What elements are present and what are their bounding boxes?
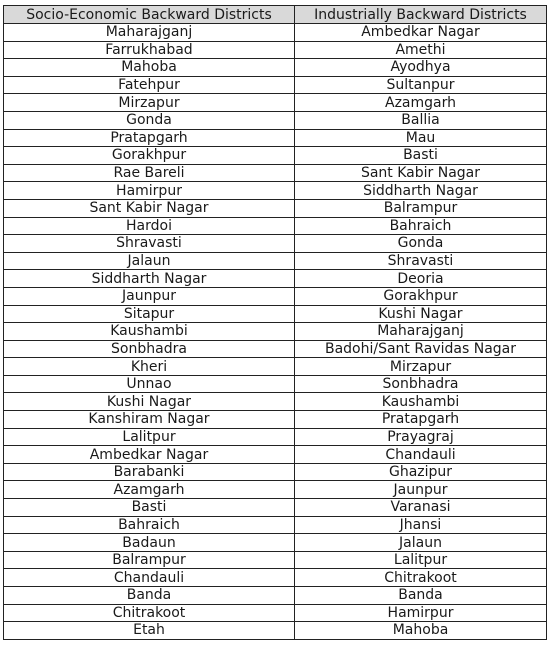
table-row	[4, 446, 547, 464]
cell-industrially: Hamirpur	[295, 604, 547, 622]
cell-socio-economic: Kheri	[4, 358, 295, 376]
cell-industrially: Kushi Nagar	[295, 305, 547, 323]
cell-socio-economic: Barabanki	[4, 463, 295, 481]
table-row	[4, 235, 547, 253]
cell-socio-economic: Jalaun	[4, 252, 295, 270]
cell-socio-economic: Badaun	[4, 534, 295, 552]
table-row	[4, 393, 547, 411]
cell-industrially: Maharajganj	[295, 323, 547, 341]
table-row	[4, 199, 547, 217]
table-row	[4, 217, 547, 235]
header-industrially: Industrially Backward Districts	[295, 6, 547, 24]
cell-socio-economic: Shravasti	[4, 235, 295, 253]
cell-industrially: Siddharth Nagar	[295, 182, 547, 200]
cell-socio-economic: Maharajganj	[4, 24, 295, 42]
cell-socio-economic: Kushi Nagar	[4, 393, 295, 411]
table-row	[4, 287, 547, 305]
cell-socio-economic: Azamgarh	[4, 481, 295, 499]
cell-industrially: Ayodhya	[295, 59, 547, 77]
table-row	[4, 129, 547, 147]
cell-socio-economic: Unnao	[4, 375, 295, 393]
cell-industrially: Jaunpur	[295, 481, 547, 499]
cell-socio-economic: Hardoi	[4, 217, 295, 235]
table-row	[4, 41, 547, 59]
table-row	[4, 569, 547, 587]
cell-socio-economic: Sonbhadra	[4, 340, 295, 358]
cell-industrially: Varanasi	[295, 499, 547, 517]
cell-socio-economic: Kaushambi	[4, 323, 295, 341]
districts-table	[3, 5, 547, 640]
cell-socio-economic: Chandauli	[4, 569, 295, 587]
cell-socio-economic: Mahoba	[4, 59, 295, 77]
cell-industrially: Jalaun	[295, 534, 547, 552]
cell-industrially: Shravasti	[295, 252, 547, 270]
cell-socio-economic: Sant Kabir Nagar	[4, 199, 295, 217]
cell-industrially: Basti	[295, 147, 547, 165]
table-row	[4, 411, 547, 429]
cell-socio-economic: Etah	[4, 622, 295, 640]
table-row	[4, 587, 547, 605]
header-socio-economic: Socio-Economic Backward Districts	[4, 6, 295, 24]
cell-industrially: Amethi	[295, 41, 547, 59]
table-row	[4, 94, 547, 112]
cell-socio-economic: Rae Bareli	[4, 164, 295, 182]
table-row	[4, 24, 547, 42]
cell-industrially: Azamgarh	[295, 94, 547, 112]
table-row	[4, 622, 547, 640]
cell-industrially: Chitrakoot	[295, 569, 547, 587]
cell-socio-economic: Banda	[4, 587, 295, 605]
cell-industrially: Mau	[295, 129, 547, 147]
table-row	[4, 59, 547, 77]
cell-socio-economic: Hamirpur	[4, 182, 295, 200]
cell-industrially: Bahraich	[295, 217, 547, 235]
cell-socio-economic: Basti	[4, 499, 295, 517]
table-row	[4, 428, 547, 446]
cell-industrially: Banda	[295, 587, 547, 605]
table-row	[4, 358, 547, 376]
cell-socio-economic: Gonda	[4, 111, 295, 129]
cell-industrially: Lalitpur	[295, 551, 547, 569]
cell-industrially: Mahoba	[295, 622, 547, 640]
cell-industrially: Prayagraj	[295, 428, 547, 446]
table-row	[4, 551, 547, 569]
cell-industrially: Kaushambi	[295, 393, 547, 411]
cell-socio-economic: Siddharth Nagar	[4, 270, 295, 288]
table-row	[4, 76, 547, 94]
table-row	[4, 323, 547, 341]
cell-socio-economic: Sitapur	[4, 305, 295, 323]
cell-socio-economic: Bahraich	[4, 516, 295, 534]
cell-industrially: Badohi/Sant Ravidas Nagar	[295, 340, 547, 358]
cell-industrially: Sonbhadra	[295, 375, 547, 393]
table-row	[4, 340, 547, 358]
cell-socio-economic: Chitrakoot	[4, 604, 295, 622]
table-row	[4, 147, 547, 165]
table-body	[4, 24, 547, 640]
table-row	[4, 305, 547, 323]
cell-socio-economic: Gorakhpur	[4, 147, 295, 165]
cell-socio-economic: Mirzapur	[4, 94, 295, 112]
cell-socio-economic: Balrampur	[4, 551, 295, 569]
table-row	[4, 516, 547, 534]
cell-industrially: Ghazipur	[295, 463, 547, 481]
table-row	[4, 481, 547, 499]
cell-industrially: Mirzapur	[295, 358, 547, 376]
cell-socio-economic: Pratapgarh	[4, 129, 295, 147]
cell-industrially: Deoria	[295, 270, 547, 288]
cell-socio-economic: Lalitpur	[4, 428, 295, 446]
districts-table-container	[3, 5, 546, 640]
cell-industrially: Sultanpur	[295, 76, 547, 94]
cell-socio-economic: Farrukhabad	[4, 41, 295, 59]
cell-industrially: Balrampur	[295, 199, 547, 217]
cell-industrially: Ballia	[295, 111, 547, 129]
table-row	[4, 604, 547, 622]
cell-socio-economic: Fatehpur	[4, 76, 295, 94]
cell-industrially: Gorakhpur	[295, 287, 547, 305]
table-row	[4, 164, 547, 182]
table-row	[4, 252, 547, 270]
table-row	[4, 182, 547, 200]
table-row	[4, 270, 547, 288]
table-row	[4, 534, 547, 552]
cell-industrially: Gonda	[295, 235, 547, 253]
cell-socio-economic: Kanshiram Nagar	[4, 411, 295, 429]
cell-industrially: Pratapgarh	[295, 411, 547, 429]
cell-industrially: Chandauli	[295, 446, 547, 464]
cell-industrially: Jhansi	[295, 516, 547, 534]
cell-industrially: Ambedkar Nagar	[295, 24, 547, 42]
table-row	[4, 463, 547, 481]
cell-socio-economic: Ambedkar Nagar	[4, 446, 295, 464]
cell-socio-economic: Jaunpur	[4, 287, 295, 305]
table-row	[4, 111, 547, 129]
table-row	[4, 375, 547, 393]
table-header-row	[4, 6, 547, 24]
cell-industrially: Sant Kabir Nagar	[295, 164, 547, 182]
table-row	[4, 499, 547, 517]
